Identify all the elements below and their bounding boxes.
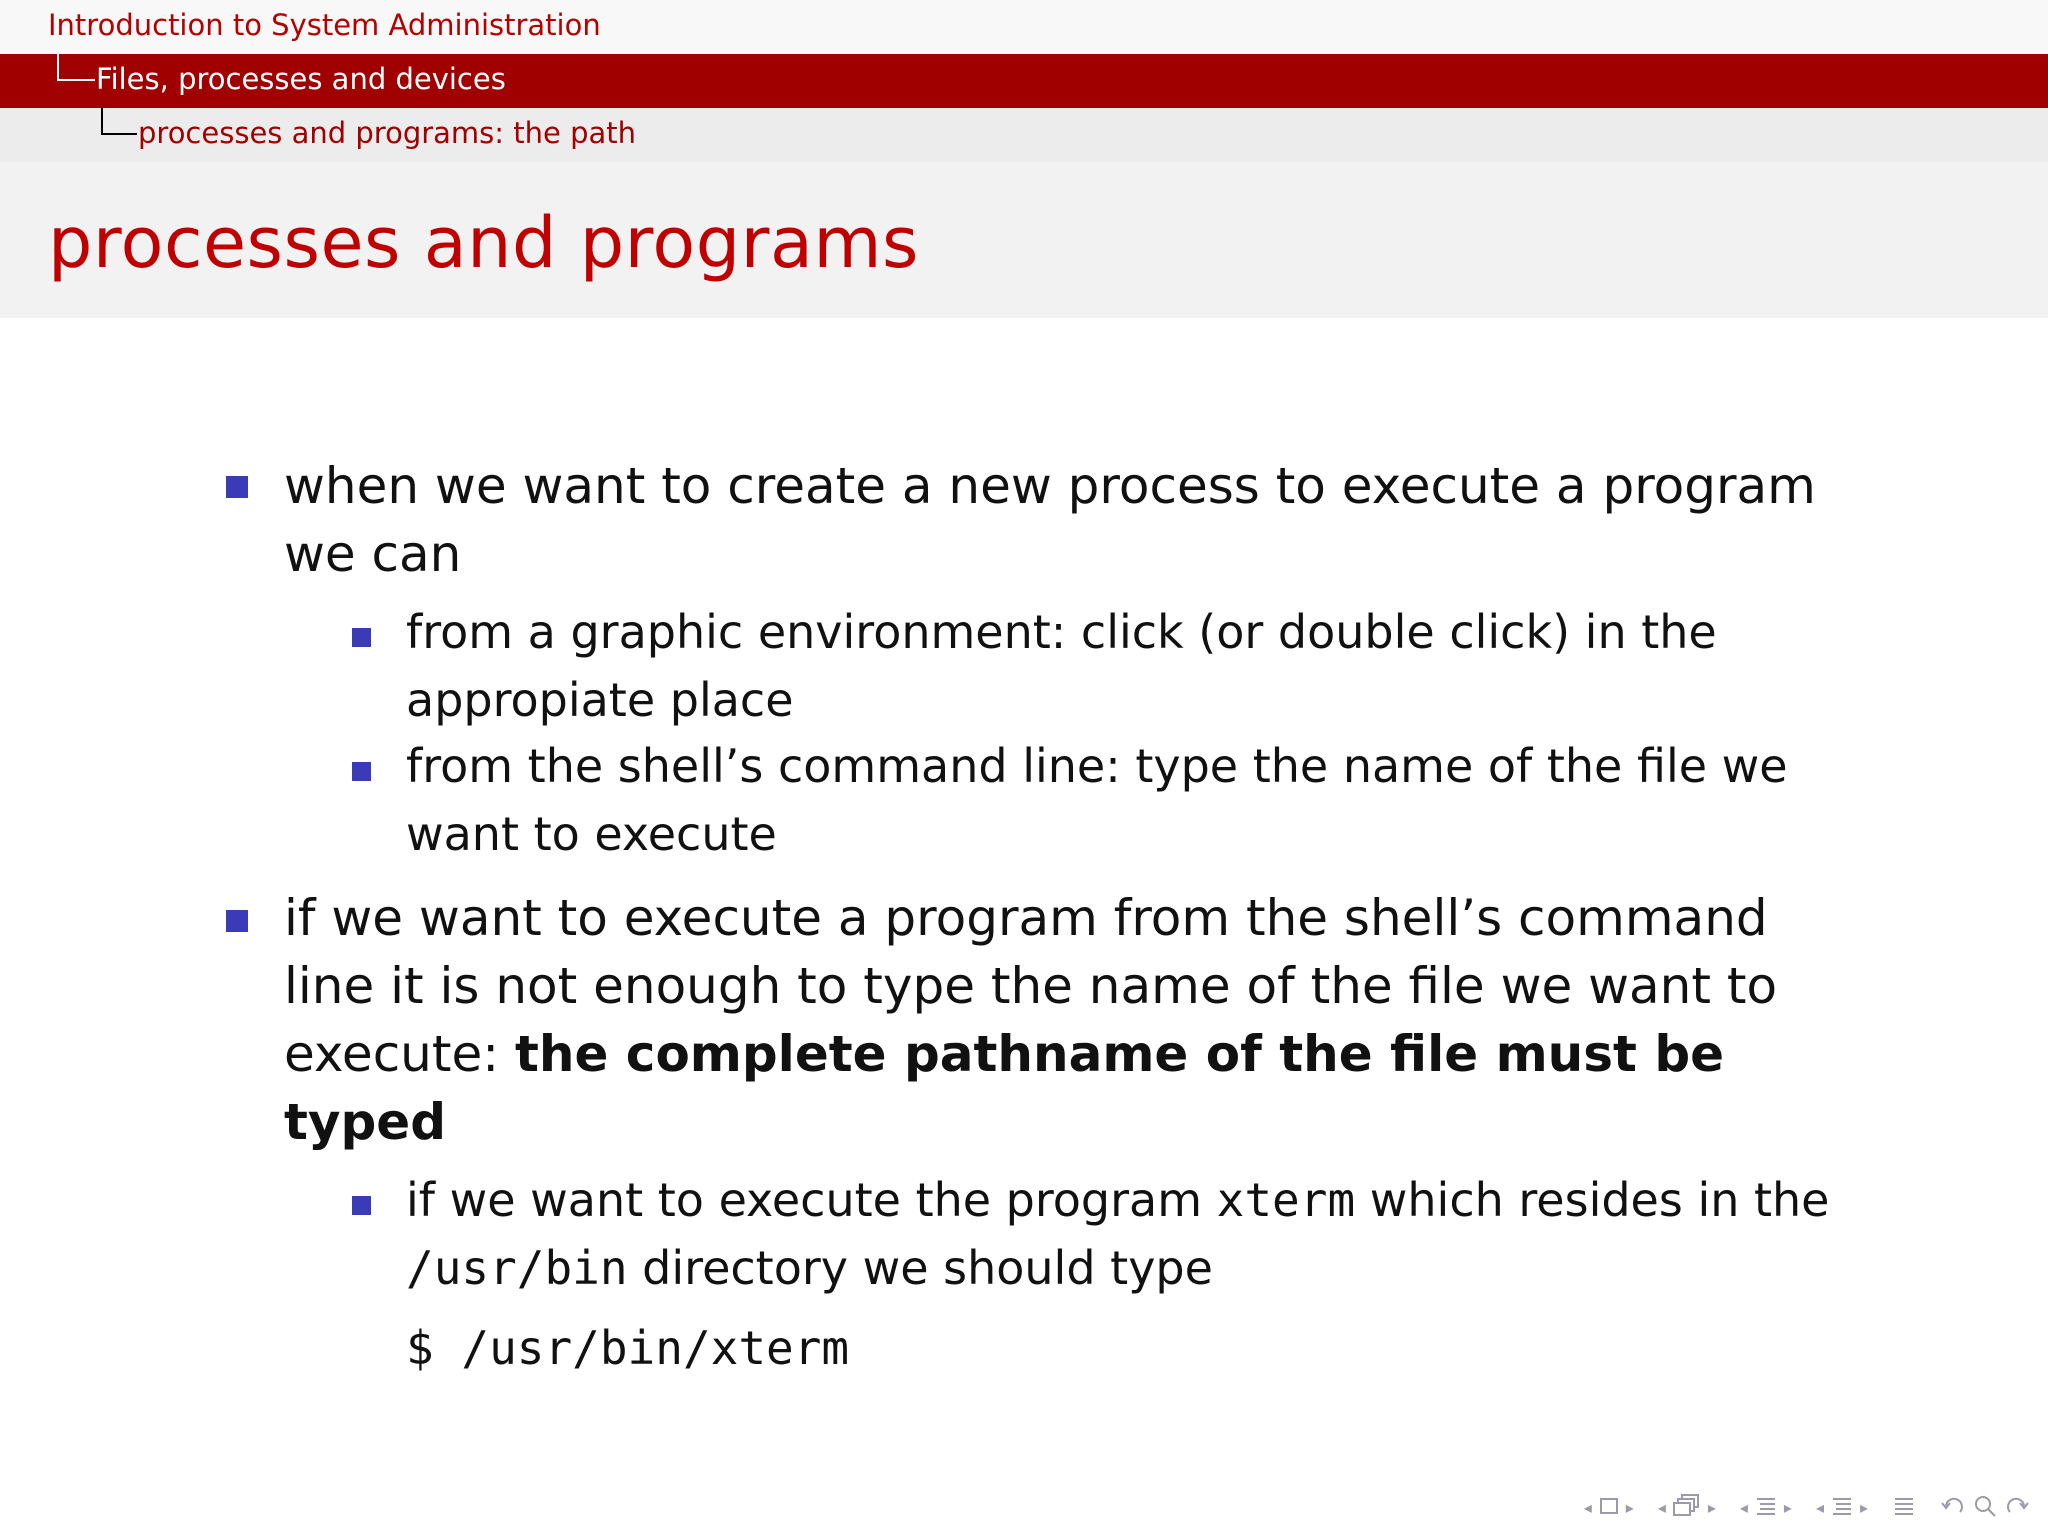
item-1-sub-1-line-2: appropiate place — [406, 673, 794, 727]
item-1-sub-1-line-1: from a graphic environment: click (or double click) in the — [406, 605, 1717, 659]
item-1-line-1: when we want to create a new process to execute a program — [284, 457, 1816, 515]
item-2-line-2: line it is not enough to type the name of the file we want to — [284, 957, 1778, 1015]
header-subsubsection-bar — [0, 108, 2048, 162]
appendix-icon[interactable] — [1892, 1494, 1916, 1523]
directory-path-code: /usr/bin — [406, 1241, 628, 1295]
appendix-nav-group — [1892, 1494, 1916, 1523]
next-subsection-arrow-icon[interactable]: ▸ — [1707, 1498, 1716, 1517]
subsection-nav-group — [1658, 1493, 1716, 1524]
tree-connector-icon — [57, 54, 95, 81]
prev-frame-arrow-icon[interactable]: ◂ — [1583, 1498, 1592, 1517]
item-2-sub-1-line-2 — [406, 1234, 1213, 1302]
header-subsection-bar — [0, 54, 2048, 108]
bullet-square-icon — [352, 628, 371, 647]
bullet-square-icon — [352, 762, 371, 781]
frame-nav-group — [1584, 1496, 1634, 1521]
item-2-emphasis: the complete pathname of the file must be — [514, 1025, 1725, 1083]
header-section-title[interactable]: Introduction to System Administration — [48, 8, 601, 42]
item-2-sub-1-text-a: if we want to execute the program — [406, 1173, 1217, 1227]
item-2-line-3 — [284, 1020, 1724, 1088]
bullet-square-icon — [226, 910, 248, 932]
tree-connector-icon — [101, 108, 137, 135]
item-2-line-4: typed — [284, 1093, 446, 1151]
header-subsubsection-title[interactable]: processes and programs: the path — [138, 116, 637, 150]
item-2-sub-1-text-b: which resides in the — [1355, 1173, 1830, 1227]
subsection-icon[interactable] — [1672, 1493, 1702, 1524]
item-2-sub-1-text-c: directory we should type — [627, 1241, 1213, 1295]
search-icon[interactable] — [1972, 1494, 1998, 1523]
item-2-line-3-text: execute: — [284, 1025, 515, 1083]
command-example: $ /usr/bin/xterm — [406, 1321, 850, 1375]
frame-icon[interactable] — [1598, 1496, 1620, 1521]
navigation-bar — [1570, 1492, 2030, 1524]
slide-nav-group — [1816, 1494, 1868, 1523]
next-slide-arrow-icon[interactable]: ▸ — [1859, 1498, 1868, 1517]
item-1-line-2: we can — [284, 525, 462, 583]
item-2-line-1: if we want to execute a program from the shell’s command — [284, 889, 1768, 947]
item-1-sub-2-line-1: from the shell’s command line: type the name of the file we — [406, 739, 1788, 793]
next-section-arrow-icon[interactable]: ▸ — [1783, 1498, 1792, 1517]
forward-icon[interactable] — [2004, 1494, 2030, 1523]
bullet-square-icon — [352, 1196, 371, 1215]
header-subsection-title[interactable]: Files, processes and devices — [96, 62, 506, 96]
item-1-sub-2-line-2: want to execute — [406, 807, 777, 861]
prev-section-arrow-icon[interactable]: ◂ — [1739, 1498, 1748, 1517]
item-2-sub-1-line-1 — [406, 1166, 1830, 1234]
prev-subsection-arrow-icon[interactable]: ◂ — [1657, 1498, 1666, 1517]
prev-slide-arrow-icon[interactable]: ◂ — [1815, 1498, 1824, 1517]
bullet-square-icon — [226, 476, 248, 498]
section-icon[interactable] — [1754, 1494, 1778, 1523]
section-nav-group — [1740, 1494, 1792, 1523]
header-section-bar — [0, 0, 2048, 54]
search-nav-group — [1940, 1494, 2030, 1523]
program-name-code: xterm — [1216, 1173, 1356, 1227]
frame-title: processes and programs — [48, 202, 919, 284]
slide-icon[interactable] — [1830, 1494, 1854, 1523]
next-frame-arrow-icon[interactable]: ▸ — [1625, 1498, 1634, 1517]
back-icon[interactable] — [1940, 1494, 1966, 1523]
